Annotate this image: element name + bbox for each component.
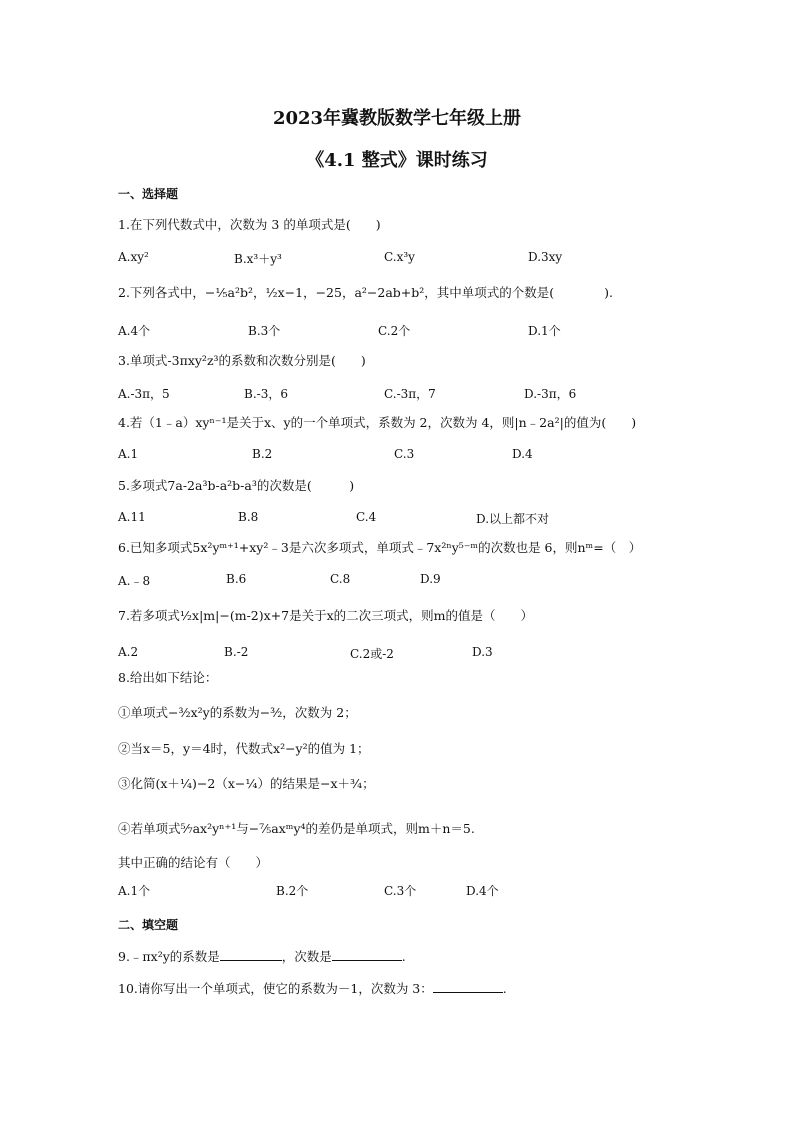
question-8-ask: 其中正确的结论有（ ） [118, 855, 269, 870]
question-2-option-d: D.1个 [528, 324, 561, 338]
answer-blank-monomial[interactable] [433, 980, 503, 993]
question-8-option-c: C.3个 [384, 884, 417, 898]
question-1-option-d: D.3xy [528, 250, 563, 264]
question-1-option-c: C.x³y [384, 250, 415, 264]
question-7-stem: 7.若多项式½x|m|−(m-2)x+7是关于x的二次三项式，则m的值是（ ） [118, 608, 534, 623]
question-1-option-a: A.xy² [118, 250, 149, 264]
question-2-stem: 2.下列各式中，−⅕a²b²，½x−1，−25，a²−2ab+b²，其中单项式的个数是( ). [118, 285, 614, 300]
question-6-option-a: A.﹣8 [118, 574, 151, 588]
question-3-option-b: B.-3，6 [244, 387, 288, 401]
question-1-option-b: B.x³＋y³ [234, 252, 282, 266]
question-4-option-a: A.1 [118, 447, 139, 461]
document-subtitle: 《4.1 整式》课时练习 [306, 150, 488, 171]
question-3-option-a: A.-3π，5 [118, 387, 170, 401]
question-5-option-d: D.以上都不对 [476, 512, 550, 526]
question-7-option-b: B.-2 [224, 645, 249, 659]
question-1-stem: 1.在下列代数式中，次数为 3 的单项式是( ) [118, 217, 381, 232]
question-8-stem: 8.给出如下结论： [118, 670, 218, 685]
question-10-text-b: . [502, 981, 507, 996]
question-7-option-d: D.3 [472, 645, 493, 659]
question-10 [118, 980, 507, 997]
question-2-option-c: C.2个 [378, 324, 411, 338]
question-9-text-b: ，次数是 [281, 949, 332, 964]
question-3-stem: 3.单项式-3πxy²z³的系数和次数分别是( ) [118, 353, 366, 368]
question-7-option-a: A.2 [118, 645, 139, 659]
question-4-option-b: B.2 [252, 447, 273, 461]
question-6-option-c: C.8 [330, 572, 351, 586]
question-9-text-c: . [401, 949, 406, 964]
question-8-option-d: D.4个 [466, 884, 499, 898]
answer-blank-coefficient[interactable] [220, 948, 282, 961]
question-7-option-c: C.2或-2 [350, 647, 394, 661]
section-heading-fill: 二、填空题 [118, 918, 179, 932]
question-2-option-a: A.4个 [118, 324, 151, 338]
question-2-option-b: B.3个 [248, 324, 281, 338]
question-8-conclusion-4: ④若单项式⁵⁄₇ax²yⁿ⁺¹与−⁷⁄₅axᵐy⁴的差仍是单项式，则m＋n＝5. [118, 821, 475, 836]
question-8-option-a: A.1个 [118, 884, 151, 898]
question-6-option-d: D.9 [420, 572, 441, 586]
question-3-option-d: D.-3π，6 [524, 387, 577, 401]
document-title: 2023年冀教版数学七年级上册 [272, 108, 522, 129]
question-8-conclusion-1: ①单项式−³⁄₂x²y的系数为−³⁄₂，次数为 2； [118, 705, 357, 720]
question-5-option-a: A.11 [118, 510, 146, 524]
question-3-option-c: C.-3π，7 [384, 387, 436, 401]
question-5-option-c: C.4 [356, 510, 377, 524]
question-8-option-b: B.2个 [276, 884, 309, 898]
question-4-option-d: D.4 [512, 447, 533, 461]
question-5-option-b: B.8 [238, 510, 259, 524]
question-5-stem: 5.多项式7a-2a³b-a²b-a³的次数是( ) [118, 478, 355, 493]
question-9 [118, 948, 406, 965]
question-4-stem: 4.若（1﹣a）xyⁿ⁻¹是关于x、y的一个单项式，系数为 2，次数为 4，则|n﹣2a²|的值为( ) [118, 415, 637, 430]
section-heading-choice: 一、选择题 [118, 187, 179, 201]
question-6-stem: 6.已知多项式5x²yᵐ⁺¹+xy²﹣3是六次多项式，单项式﹣7x²ⁿy⁵⁻ᵐ的次数也是 6，则nᵐ=（ ） [118, 540, 642, 555]
question-6-option-b: B.6 [226, 572, 247, 586]
question-10-text-a: 10.请你写出一个单项式，使它的系数为－1，次数为 3： [118, 981, 433, 996]
question-8-conclusion-3: ③化简(x＋¼)−2（x−¼）的结果是−x＋¾； [118, 776, 375, 791]
question-8-conclusion-2: ②当x＝5，y＝4时，代数式x²−y²的值为 1； [118, 741, 370, 756]
question-4-option-c: C.3 [394, 447, 415, 461]
question-9-text-a: 9.﹣πx²y的系数是 [118, 949, 220, 964]
answer-blank-degree[interactable] [332, 948, 402, 961]
